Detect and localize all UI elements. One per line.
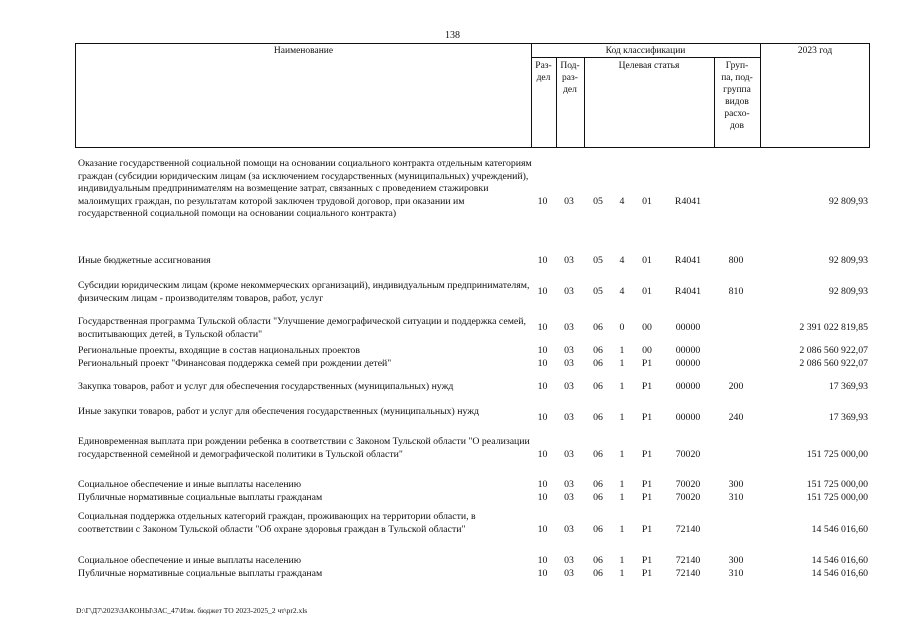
row-code-a2: 1	[619, 555, 625, 566]
row-code-a4: 70020	[675, 492, 701, 503]
row-code-a4: 72140	[675, 523, 701, 535]
row-code-a2: 1	[619, 448, 625, 460]
row-code-a1: 06	[593, 345, 603, 356]
table-row	[78, 358, 868, 371]
row-amount: 92 809,93	[828, 286, 868, 297]
row-name: Публичные нормативные социальные выплаты гражданам	[78, 492, 323, 503]
row-code-a2: 1	[619, 492, 625, 503]
row-code-pr: 03	[564, 381, 574, 392]
row-code-a1: 06	[593, 322, 603, 333]
row-code-pr: 03	[564, 322, 574, 333]
row-code-pr: 03	[564, 195, 574, 207]
row-code-r: 10	[537, 255, 548, 266]
row-code-a3: P1	[641, 492, 653, 503]
row-code-a1: 06	[593, 555, 603, 566]
row-code-a2: 1	[619, 568, 625, 579]
row-amount: 92 809,93	[828, 195, 868, 207]
row-code-a3: P1	[641, 523, 653, 535]
row-code-a3: 01	[642, 255, 652, 266]
row-code-a4: 00000	[675, 381, 701, 392]
row-code-a1: 06	[593, 381, 603, 392]
row-code-r: 10	[537, 555, 548, 566]
row-name: Социальная поддержка отдельных категорий граждан, проживающих на территории области, в соответствии с Законом Тульской области "Об охране здоровья граждан в Тульской области"	[78, 511, 476, 535]
row-code-a3: 00	[642, 345, 652, 356]
row-code-a2: 4	[619, 255, 625, 266]
table-row	[78, 555, 868, 568]
table-row	[78, 479, 868, 492]
row-code-a4: 00000	[675, 345, 701, 356]
row-name: Региональный проект "Финансовая поддержка семей при рождении детей"	[78, 358, 392, 369]
row-code-a1: 06	[593, 492, 603, 503]
row-code-r: 10	[537, 448, 548, 460]
table-row	[78, 381, 868, 395]
row-code-a1: 06	[593, 479, 603, 490]
row-code-g: 240	[728, 412, 744, 423]
row-code-pr: 03	[564, 492, 574, 503]
row-code-r: 10	[537, 286, 548, 297]
table-row	[78, 436, 868, 476]
row-name: Закупка товаров, работ и услуг для обеспечения государственных (муниципальных) нужд	[78, 381, 454, 392]
row-code-a1: 06	[593, 412, 603, 423]
header-year: 2023 год	[797, 46, 833, 56]
row-code-pr: 03	[564, 523, 574, 535]
row-name: Государственная программа Тульской области "Улучшение демографической ситуации и поддержка семей, воспитывающих детей, в Тульской области"	[78, 316, 526, 340]
row-amount: 151 725 000,00	[806, 479, 868, 490]
table-row	[78, 158, 868, 243]
row-code-a3: P1	[641, 381, 653, 392]
header-name: Наименование	[273, 46, 334, 56]
row-code-a2: 1	[619, 345, 625, 356]
table-row	[78, 492, 868, 505]
table-row	[78, 255, 868, 269]
row-amount: 14 546 016,60	[811, 523, 868, 535]
row-name: Публичные нормативные социальные выплаты гражданам	[78, 568, 323, 579]
row-code-pr: 03	[564, 358, 574, 369]
row-code-a3: P1	[641, 568, 653, 579]
row-code-pr: 03	[564, 286, 574, 297]
table-row	[78, 316, 868, 344]
row-code-r: 10	[537, 412, 548, 423]
row-code-r: 10	[537, 479, 548, 490]
table-row	[78, 280, 868, 308]
row-code-a3: 01	[642, 286, 652, 297]
row-code-a1: 06	[593, 568, 603, 579]
row-code-a4: 70020	[675, 479, 701, 490]
table-row	[78, 511, 868, 551]
row-code-pr: 03	[564, 448, 574, 460]
page-number: 138	[445, 30, 460, 41]
row-code-a3: P1	[641, 412, 653, 423]
row-code-g: 800	[728, 255, 744, 266]
row-code-a4: 00000	[675, 322, 701, 333]
header-razdel: Раз- дел	[535, 61, 552, 83]
row-code-pr: 03	[564, 555, 574, 566]
row-code-a3: P1	[641, 479, 653, 490]
row-code-a4: R4041	[674, 286, 702, 297]
row-code-a2: 0	[619, 322, 625, 333]
row-code-r: 10	[537, 322, 548, 333]
row-name: Иные бюджетные ассигнования	[78, 255, 211, 266]
row-code-a3: P1	[641, 555, 653, 566]
row-amount: 14 546 016,60	[811, 555, 868, 566]
header-group: Груп- па, под- группа видов расхо- дов	[721, 61, 753, 131]
table-row	[78, 406, 868, 434]
row-code-a2: 4	[619, 195, 625, 207]
row-code-a2: 4	[619, 286, 625, 297]
row-code-a1: 06	[593, 448, 603, 460]
table-row	[78, 345, 868, 358]
row-code-r: 10	[537, 358, 548, 369]
row-code-a1: 05	[593, 195, 603, 207]
row-code-a4: R4041	[674, 195, 702, 207]
row-code-a1: 05	[593, 255, 603, 266]
row-code-r: 10	[537, 523, 548, 535]
row-code-a4: R4041	[674, 255, 702, 266]
row-amount: 14 546 016,60	[811, 568, 868, 579]
row-code-a4: 00000	[675, 412, 701, 423]
row-code-a4: 70020	[675, 448, 701, 460]
footer-file-path: D:\Г\Д7\2023\ЗАКОНЫ\ЗАС_47\Изм. бюджет ТО 2023-2025_2 чт\pr2.xls	[76, 606, 308, 615]
row-amount: 2 391 022 819,85	[799, 322, 868, 333]
row-amount: 17 369,93	[828, 412, 868, 423]
row-name: Единовременная выплата при рождении ребенка в соответствии с Законом Тульской области "О реализации государственной семейной и демографической политики в Тульской области"	[78, 436, 530, 460]
row-code-a2: 1	[619, 523, 625, 535]
row-name: Оказание государственной социальной помощи на основании социального контракта отдельным категориям граждан (субсидии юридическим лицам (за исключением государственных (муниципальных) учреждений), индивидуальным предпринимателям на возмещение затрат, связанных с проведением стажировки малоимущих граждан, по результатам которой заключен трудовой договор, при оказании им государственной социальной помощи на основании социального контракта)	[78, 158, 532, 219]
row-name: Иные закупки товаров, работ и услуг для обеспечения государственных (муниципальных) нужд	[78, 406, 480, 417]
row-name: Социальное обеспечение и иные выплаты населению	[78, 479, 302, 490]
row-code-pr: 03	[564, 568, 574, 579]
row-code-a2: 1	[619, 358, 625, 369]
row-code-a1: 05	[593, 286, 603, 297]
row-name: Региональные проекты, входящие в состав национальных проектов	[78, 345, 360, 356]
row-amount: 2 086 560 922,07	[799, 345, 868, 356]
row-code-g: 310	[728, 492, 744, 503]
header-podrazdel: Под- раз- дел	[560, 61, 580, 95]
row-code-g: 300	[728, 479, 744, 490]
row-code-r: 10	[537, 568, 548, 579]
row-code-pr: 03	[564, 345, 574, 356]
row-code-a4: 72140	[675, 555, 701, 566]
row-code-a3: 01	[642, 195, 652, 207]
row-amount: 151 725 000,00	[806, 492, 868, 503]
row-code-g: 810	[728, 286, 744, 297]
row-code-r: 10	[537, 381, 548, 392]
row-code-pr: 03	[564, 412, 574, 423]
row-code-a3: 00	[642, 322, 652, 333]
row-code-g: 200	[728, 381, 744, 392]
table-row	[78, 568, 868, 581]
row-name: Социальное обеспечение и иные выплаты населению	[78, 555, 302, 566]
row-code-r: 10	[537, 195, 548, 207]
row-code-a2: 1	[619, 479, 625, 490]
row-code-pr: 03	[564, 479, 574, 490]
row-code-a3: P1	[641, 448, 653, 460]
row-code-a4: 00000	[675, 358, 701, 369]
header-article: Целевая статья	[618, 61, 680, 71]
row-amount: 2 086 560 922,07	[799, 358, 868, 369]
row-code-r: 10	[537, 492, 548, 503]
row-amount: 151 725 000,00	[806, 448, 868, 460]
row-code-a1: 06	[593, 358, 603, 369]
row-name: Субсидии юридическим лицам (кроме некоммерческих организаций), индивидуальным предпринимателям, физическим лицам - производителям товаров, работ, услуг	[78, 280, 530, 304]
row-code-a4: 72140	[675, 568, 701, 579]
row-code-a3: P1	[641, 358, 653, 369]
row-amount: 17 369,93	[828, 381, 868, 392]
row-code-a2: 1	[619, 412, 625, 423]
row-code-a2: 1	[619, 381, 625, 392]
row-code-g: 300	[728, 555, 744, 566]
row-code-g: 310	[728, 568, 744, 579]
row-code-a1: 06	[593, 523, 603, 535]
row-amount: 92 809,93	[828, 255, 868, 266]
header-code: Код классификации	[605, 46, 686, 56]
row-code-r: 10	[537, 345, 548, 356]
row-code-pr: 03	[564, 255, 574, 266]
